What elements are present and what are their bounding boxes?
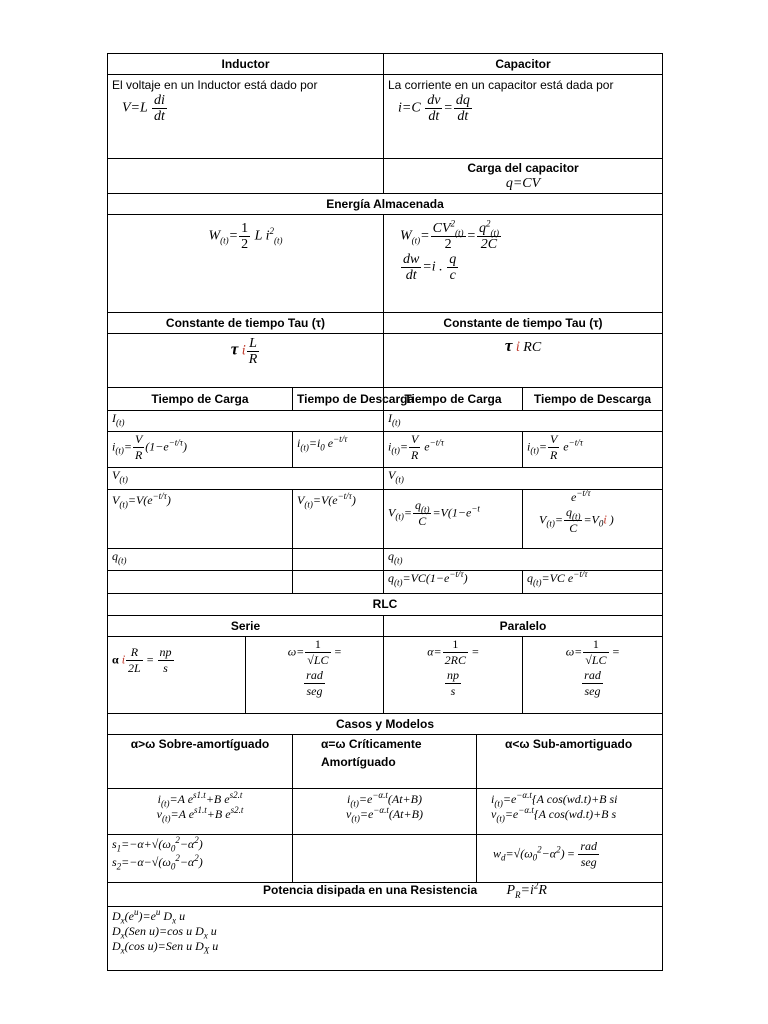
paralelo-header: Paralelo	[384, 616, 663, 637]
derivative-cos: $D_x(\cos$ u)=Sen u $D_X$ u	[112, 939, 219, 956]
inductor-energy-formula: $W_{(t)}=$ $\frac{1}{2}$ L $i^2_{(t)}$	[208, 221, 283, 252]
inductor-voltage-label: $V_{(t)}$	[108, 468, 384, 490]
capacitor-charge-formula: q=CV	[505, 176, 541, 191]
empty-cell	[293, 835, 477, 883]
formula-sheet	[107, 53, 662, 973]
capacitor-discharge-q: $q_{(t)}=VC$ $e^{-t/\tau}$	[523, 571, 663, 594]
capacitor-charge-voltage: $V_{(t)}=$ $\frac{q_{(t)}}{C}$ $=V(1-e^{-t}$	[384, 490, 523, 549]
serie-omega: ω= $\frac{1}{√LC}$ = $\frac{\text{rad}}{\text{seg}}$	[246, 637, 384, 714]
capacitor-current-label: $I_{(t)}$	[384, 411, 663, 432]
inductor-discharge-header: Tiempo de Descarga	[293, 388, 384, 411]
inductor-charge-voltage: $V_{(t)}=V(e^{-t/\tau})$	[108, 490, 293, 549]
inductor-charge-label: $q_{(t)}$	[108, 549, 293, 571]
damped-frequency: $w_d=√(\omega_0^2-\alpha^2)$ = $\frac{\text{rad}}{\text{seg}}$	[477, 835, 663, 883]
power-cell	[108, 880, 663, 907]
capacitor-charge-header: Tiempo de Carga	[384, 388, 523, 411]
inductor-tau-cell	[108, 334, 384, 388]
capacitor-energy-cell	[384, 215, 663, 313]
serie-header: Serie	[108, 616, 384, 637]
serie-alpha: α ἰ $\frac{R}{2L}$ = $\frac{np}{s}$	[108, 637, 246, 714]
capacitor-charge-current: $i_{(t)}=$ $\frac{V}{R}$ $e^{-t/\tau}$	[384, 432, 523, 468]
capacitor-voltage-label: $V_{(t)}$	[384, 468, 663, 490]
cases-header: Casos y Modelos	[108, 714, 663, 735]
case-overdamped: α>ω Sobre-amortíguado	[108, 735, 293, 789]
inductor-voltage-formula: V=L $\frac{di}{dt}$	[122, 93, 165, 124]
capacitor-discharge-current: $i_{(t)}=$ $\frac{V}{R}$ $e^{-t/\tau}$	[523, 432, 663, 468]
paralelo-alpha: α= $\frac{1}{2RC}$ = $\frac{np}{s}$	[384, 637, 523, 714]
energy-header: Energía Almacenada	[108, 194, 663, 215]
empty-cell	[108, 159, 384, 194]
overdamped-solution: $i_{(t)}=A$ $e^{s1.t}+B$ $e^{s2.t}$ $v_{(t)}=A$ $e^{s1.t}+B$ $e^{s2.t}$	[108, 789, 293, 835]
capacitor-current-cell	[384, 75, 663, 159]
case-underdamped: α<ω Sub-amortiguado	[477, 735, 663, 789]
derivative-sin: $D_x(Sen$ u)=cos u $D_x$ u	[112, 924, 217, 941]
inductor-voltage-text: El voltaje en un Inductor está dado por	[112, 78, 318, 92]
case-critical: α=ω Críticamente Amortíguado	[293, 735, 477, 789]
capacitor-header: Capacitor	[384, 54, 663, 75]
inductor-discharge-current: $i_{(t)}=i_0$ $e^{-t/\tau}$	[293, 432, 384, 468]
derivative-exp: $D_x(e^u)=e^u$ $D_x$ u	[112, 907, 186, 926]
capacitor-tau-formula: τ ἰ RC	[504, 336, 542, 355]
empty-cell	[293, 549, 384, 571]
power-header: Potencia disipada en una Resistencia	[263, 883, 478, 897]
capacitor-charge-label: $q_{(t)}$	[384, 549, 663, 571]
empty-cell	[293, 571, 384, 594]
derivatives-cell	[108, 907, 663, 971]
inductor-energy-cell	[108, 215, 384, 313]
capacitor-power-formula: $\frac{dw}{dt}$ =i . $\frac{q}{c}$	[403, 252, 457, 283]
paralelo-omega: ω= $\frac{1}{√LC}$ = $\frac{\text{rad}}{\text{seg}}$	[523, 637, 663, 714]
inductor-voltage-cell	[108, 75, 384, 159]
capacitor-charge-q: $q_{(t)}=VC(1-e^{-t/\tau})$	[384, 571, 523, 594]
capacitor-charge-cell	[384, 159, 663, 194]
capacitor-current-text: La corriente en un capacitor está dada por	[388, 78, 614, 92]
inductor-charge-header: Tiempo de Carga	[108, 388, 293, 411]
capacitor-discharge-header: Tiempo de Descarga	[523, 388, 663, 411]
inductor-header: Inductor	[108, 54, 384, 75]
power-formula: $P_R=i^2R$	[506, 880, 547, 900]
capacitor-current-formula: i=C $\frac{dv}{dt}$ = $\frac{dq}{dt}$	[398, 93, 470, 124]
capacitor-tau-cell	[384, 334, 663, 388]
inductor-tau-header: Constante de tiempo Tau (τ)	[108, 313, 384, 334]
inductor-tau-formula: τ ἰ $\frac{L}{R}$	[230, 336, 258, 367]
capacitor-energy-formula: $W_{(t)}=$ $\frac{CV^2_{(t)}}{2}$ = $\frac{q^2_{(t)}}{2C}$	[400, 218, 499, 252]
rlc-header: RLC	[108, 594, 663, 616]
inductor-current-label: $I_{(t)}$	[108, 411, 384, 432]
formula-table	[107, 53, 663, 971]
empty-cell	[108, 571, 293, 594]
critical-solution: $i_{(t)}=e^{-\alpha.t}(At+B)$ $v_{(t)}=e^{-\alpha.t}(At+B)$	[293, 789, 477, 835]
inductor-discharge-voltage: $V_{(t)}=V(e^{-t/\tau})$	[293, 490, 384, 549]
underdamped-solution: $i_{(t)}=e^{-\alpha.t}\{A$ cos(wd.t)+B si $v_{(t)}=e^{-\alpha.t}\{A$ cos(wd.t)+B s	[477, 789, 663, 835]
inductor-charge-current: $i_{(t)}=$ $\frac{V}{R}$ $(1-e^{-t/\tau})$	[108, 432, 293, 468]
capacitor-discharge-voltage: $e^{-t/\tau}$ $V_{(t)}=$ $\frac{q_{(t)}}{C}$ $=V_0ἰ$ )	[523, 490, 663, 549]
overdamped-roots: $s_1=-\alpha+√(\omega_0^2-\alpha^2)$ $s_2=-\alpha-√(\omega_0^2-\alpha^2)$	[108, 835, 293, 883]
capacitor-tau-header: Constante de tiempo Tau (τ)	[384, 313, 663, 334]
capacitor-charge-title: Carga del capacitor	[467, 161, 579, 175]
